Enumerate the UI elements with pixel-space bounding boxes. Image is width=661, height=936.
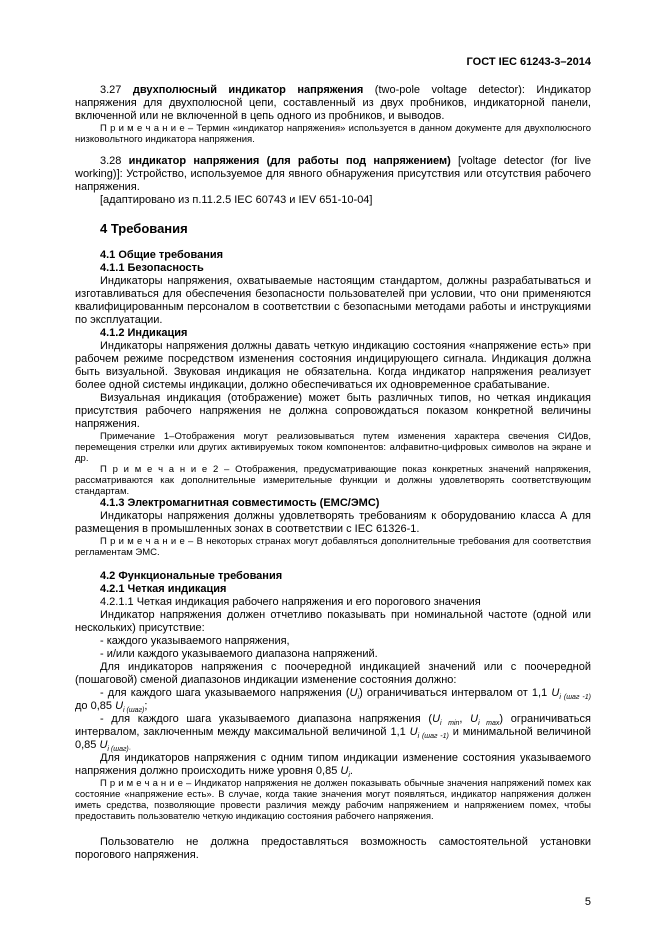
text-run: 4.2.1.1 Четкая индикация рабочего напряжения и его порогового значения <box>100 596 481 608</box>
text-run: П р и м е ч а н и е – Термин «индикатор напряжения» используется в данном документе для двухполюсного низковольтного индикатора напряжения. <box>75 123 591 145</box>
text-run: 3.27 <box>100 84 133 96</box>
text-run: ) ограничиваться интервалом от 1,1 <box>359 687 552 699</box>
para-step-indication <box>75 661 591 687</box>
text-run: Примечание 1–Отображения могут реализовываться путем изменения характера свечения СИДов, перемещения стрелки или других активируемых током компонентов: алфавитно-цифровых символов на экране и др. <box>75 431 591 464</box>
para-user-threshold <box>75 836 591 862</box>
para-safety <box>75 275 591 327</box>
text-run: i min <box>440 720 460 728</box>
text-run: П р и м е ч а н и е – Индикатор напряжения не должен показывать обычные значения напряжений помех как состояние «напряжение есть». В случае, когда такие значения могут появляться, индикатор напряжения должен иметь средства, позволяющие провести различия между рабочим напряжением и напряжением помех, чтобы предоставить пользователю четкую индикацию состояния рабочего напряжения. <box>75 778 591 822</box>
para-3-28 <box>75 155 591 194</box>
text-run: - каждого указываемого напряжения, <box>100 635 290 647</box>
text-run: i (шаг -1) <box>417 733 449 741</box>
text-run: i (шаг)· <box>107 746 132 754</box>
document-header-title: ГОСТ IEC 61243-3–2014 <box>466 56 591 68</box>
text-run: U <box>432 713 441 725</box>
text-run: 4 Требования <box>100 221 188 236</box>
text-run: 3.28 <box>100 155 129 167</box>
heading-4-1-2 <box>75 327 591 340</box>
page-number: 5 <box>584 896 591 908</box>
text-run: ; <box>144 700 148 712</box>
list-item-voltage <box>75 635 591 648</box>
note-3-27 <box>75 123 591 145</box>
text-run: U <box>115 700 124 712</box>
text-run: Индикаторы напряжения должны давать четкую индикацию состояния «напряжение есть» при рабочем режиме посредством изменения состояния индицирующего сигнала. Индикация должна быть визуальной. Звуковая индикация не обязательна. Когда индикатор напряжения реализует более одной системы индикации, должно обеспечиваться их одновременное срабатывание. <box>75 340 591 391</box>
para-step-range <box>75 713 591 752</box>
text-run: П р и м е ч а н и е – В некоторых странах могут добавляться дополнительные требования для соответствия регламентам ЭМС. <box>75 536 591 558</box>
text-run: Индикаторы напряжения должны удовлетворять требованиям к оборудованию класса А для размещения в промышленных зонах в соответствии с IEC 61326-1. <box>75 510 591 535</box>
text-run: П р и м е ч а н и е 2 – Отображения, предусматривающие показ конкретных значений напряжения, рассматриваются как дополнительные измерительные функции и должны удовлетворять соответствующим стандартам. <box>75 464 591 497</box>
text-run: двухполюсный индикатор напряжения <box>132 84 364 96</box>
note-indication-2 <box>75 464 591 497</box>
text-run: i (шаг) <box>123 707 145 715</box>
text-run: . <box>349 765 353 777</box>
text-run: (two-pole voltage detector): Индикатор напряжения для двухполюсной цепи, составленный из двух пробников, индикаторной панели, включенной или не включенной в цепь одного из пробников, и выводов. <box>75 84 591 122</box>
text-run: и минимальной величиной 0,85 <box>75 726 591 751</box>
text-run: Для индикаторов напряжения с поочередной индикацией значений или с поочередной (пошаговой) сменой диапазонов индикации изменение состояния должно: <box>75 661 591 686</box>
text-run: [адаптировано из п.11.2.5 IEC 60743 и IEV 651-10-04] <box>100 194 373 206</box>
text-run: - и/или каждого указываемого диапазона напряжений. <box>100 648 378 660</box>
para-indication-1 <box>75 340 591 392</box>
text-run: i max <box>478 720 500 728</box>
text-run: Для индикаторов напряжения с одним типом индикации изменение состояния указываемого напряжения должно происходить ниже уровня 0,85 <box>75 752 591 777</box>
text-run: U <box>340 765 349 777</box>
para-4-2-1-1-title <box>75 596 591 609</box>
heading-4 <box>75 221 591 237</box>
para-indication-2 <box>75 392 591 431</box>
text-run: 4.1.2 Индикация <box>100 327 188 339</box>
text-run: - для каждого шага указываемого напряжения ( <box>100 687 350 699</box>
heading-4-1-1 <box>75 262 591 275</box>
note-interference <box>75 778 591 822</box>
heading-4-2-1 <box>75 583 591 596</box>
text-run: - для каждого шага указываемого диапазона напряжения ( <box>100 713 433 725</box>
text-run: U <box>409 726 418 738</box>
text-run: индикатор напряжения (для работы под напряжением) <box>128 155 451 167</box>
text-run: 4.1.3 Электромагнитная совместимость (ЕМС/ЭМС) <box>100 497 380 509</box>
text-run: 4.1 Общие требования <box>100 249 224 261</box>
text-run: U <box>551 687 560 699</box>
text-run: Индикатор напряжения должен отчетливо показывать при номинальной частоте (одной или нескольких) присутствие: <box>75 609 591 634</box>
text-run: U <box>349 687 358 699</box>
text-run: [voltage detector (for live working)]: Устройство, используемое для явного обнаружения присутствия или отсутствия рабочего напряжения. <box>75 155 591 193</box>
text-run: 4.2 Функциональные требования <box>100 570 283 582</box>
para-step-voltage <box>75 687 591 713</box>
document-body <box>75 84 591 862</box>
text-run: ) ограничиваться интервалом, заключенным между максимальной величиной 1,1 <box>75 713 591 738</box>
text-run: i <box>348 772 350 780</box>
list-item-range <box>75 648 591 661</box>
text-run: Пользователю не должна предоставляться возможность самостоятельной установки порогового напряжения. <box>75 836 591 861</box>
text-run: i <box>357 694 360 702</box>
heading-4-2 <box>75 570 591 583</box>
para-emc <box>75 510 591 536</box>
text-run: i (шаг -1) <box>559 694 591 702</box>
note-indication-1 <box>75 431 591 464</box>
text-run: до 0,85 <box>75 700 116 712</box>
text-run: U <box>470 713 479 725</box>
text-run: Индикаторы напряжения, охватываемые настоящим стандартом, должны разрабатываться и изготавливаться для обеспечения безопасности пользователей при условии, что они применяются квалифицированным персоналом в соответствии с безопасными методами работы и инструкциями по эксплуатации. <box>75 275 591 326</box>
para-single-type <box>75 752 591 778</box>
heading-4-1-3 <box>75 497 591 510</box>
text-run: 4.2.1 Четкая индикация <box>100 583 227 595</box>
text-run: Визуальная индикация (отображение) может быть различных типов, но четкая индикация присутствия рабочего напряжения не должна сопровождаться показом конкретной величины напряжения. <box>75 392 591 430</box>
text-run: 4.1.1 Безопасность <box>100 262 204 274</box>
text-run: U <box>99 739 108 751</box>
para-clear-indication <box>75 609 591 635</box>
text-run: , <box>459 713 471 725</box>
para-adapted-from <box>75 194 591 207</box>
para-3-27 <box>75 84 591 123</box>
note-emc <box>75 536 591 558</box>
heading-4-1 <box>75 249 591 262</box>
